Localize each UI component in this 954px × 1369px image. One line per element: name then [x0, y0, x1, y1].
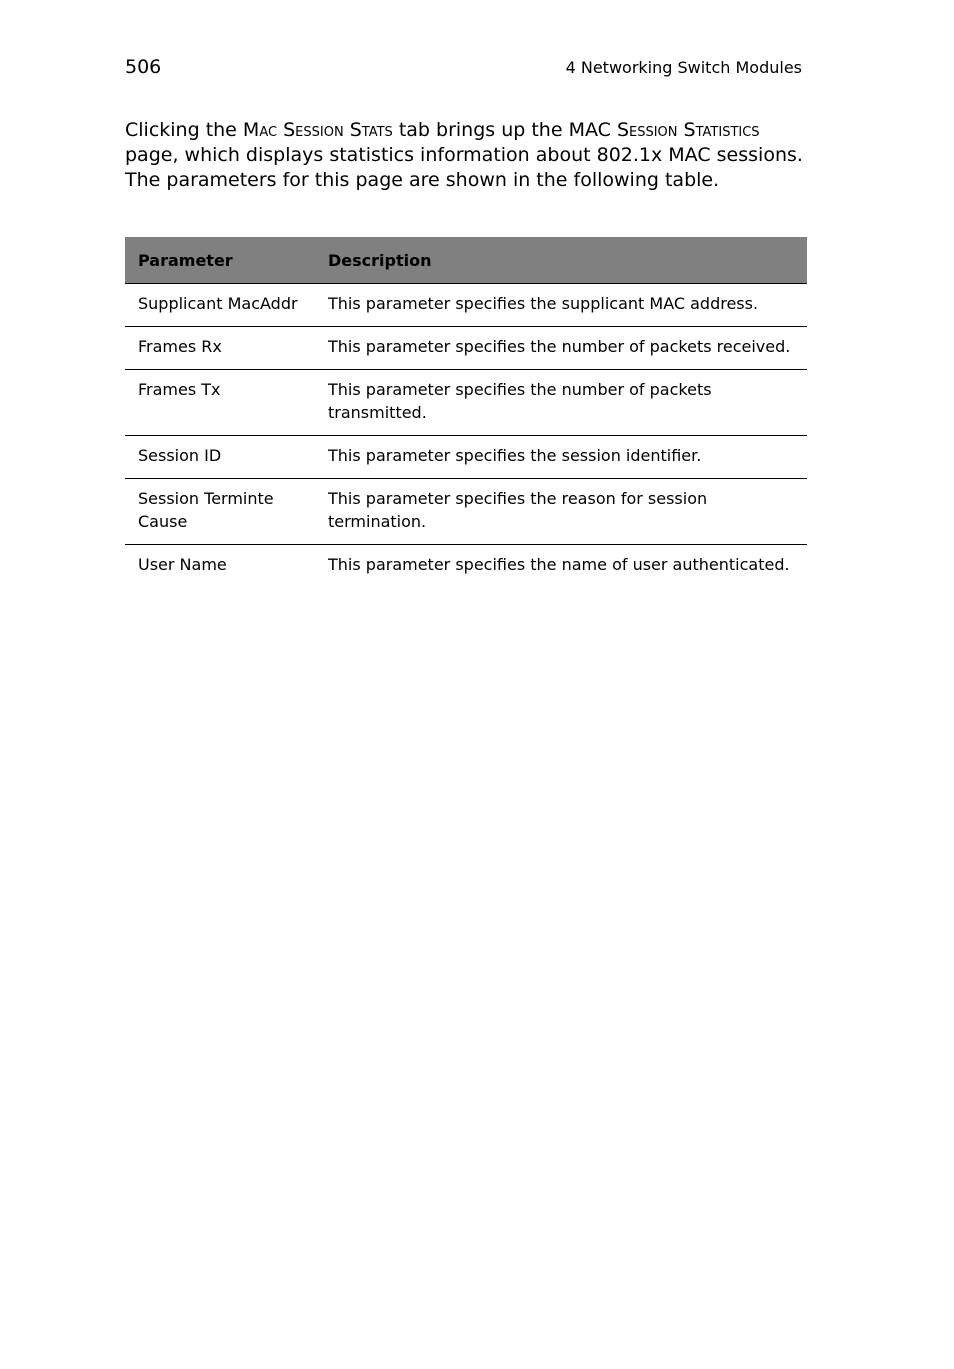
table-row — [125, 479, 807, 545]
description-cell: This parameter specifies the number of packets transmitted. — [315, 370, 807, 436]
parameter-cell: Supplicant MacAddr — [125, 284, 315, 327]
table-row — [125, 436, 807, 479]
description-cell: This parameter specifies the session identifier. — [315, 436, 807, 479]
tab-name: Mac Session Stats — [242, 119, 393, 141]
table-header-row — [125, 237, 807, 284]
table-row — [125, 370, 807, 436]
description-cell: This parameter specifies the supplicant MAC address. — [315, 284, 807, 327]
table-row — [125, 284, 807, 327]
parameters-table — [125, 237, 807, 587]
parameter-cell: Session ID — [125, 436, 315, 479]
intro-text-3: page, which displays statistics information about 802.1x MAC sessions. The parameters for this page are shown in the following table. — [125, 144, 803, 191]
header-description: Description — [315, 237, 807, 284]
description-cell: This parameter specifies the name of user authenticated. — [328, 555, 790, 574]
page-name: Session Statistics — [616, 119, 760, 141]
parameter-cell: Session Terminte Cause — [125, 479, 315, 545]
intro-text-1: Clicking the — [125, 119, 243, 141]
parameter-cell: User Name — [138, 555, 227, 574]
parameter-cell: Frames Rx — [125, 327, 315, 370]
page-number: 506 — [125, 56, 162, 78]
parameter-cell: Frames Tx — [125, 370, 315, 436]
description-cell: This parameter specifies the number of packets received. — [315, 327, 807, 370]
intro-text-2: tab brings up the MAC — [392, 119, 617, 141]
table-row — [125, 327, 807, 370]
running-header: 4 Networking Switch Modules — [565, 58, 802, 77]
intro-paragraph — [125, 118, 815, 193]
header-parameter: Parameter — [125, 237, 315, 284]
table-row — [125, 545, 807, 588]
description-cell: This parameter specifies the reason for session termination. — [315, 479, 807, 545]
